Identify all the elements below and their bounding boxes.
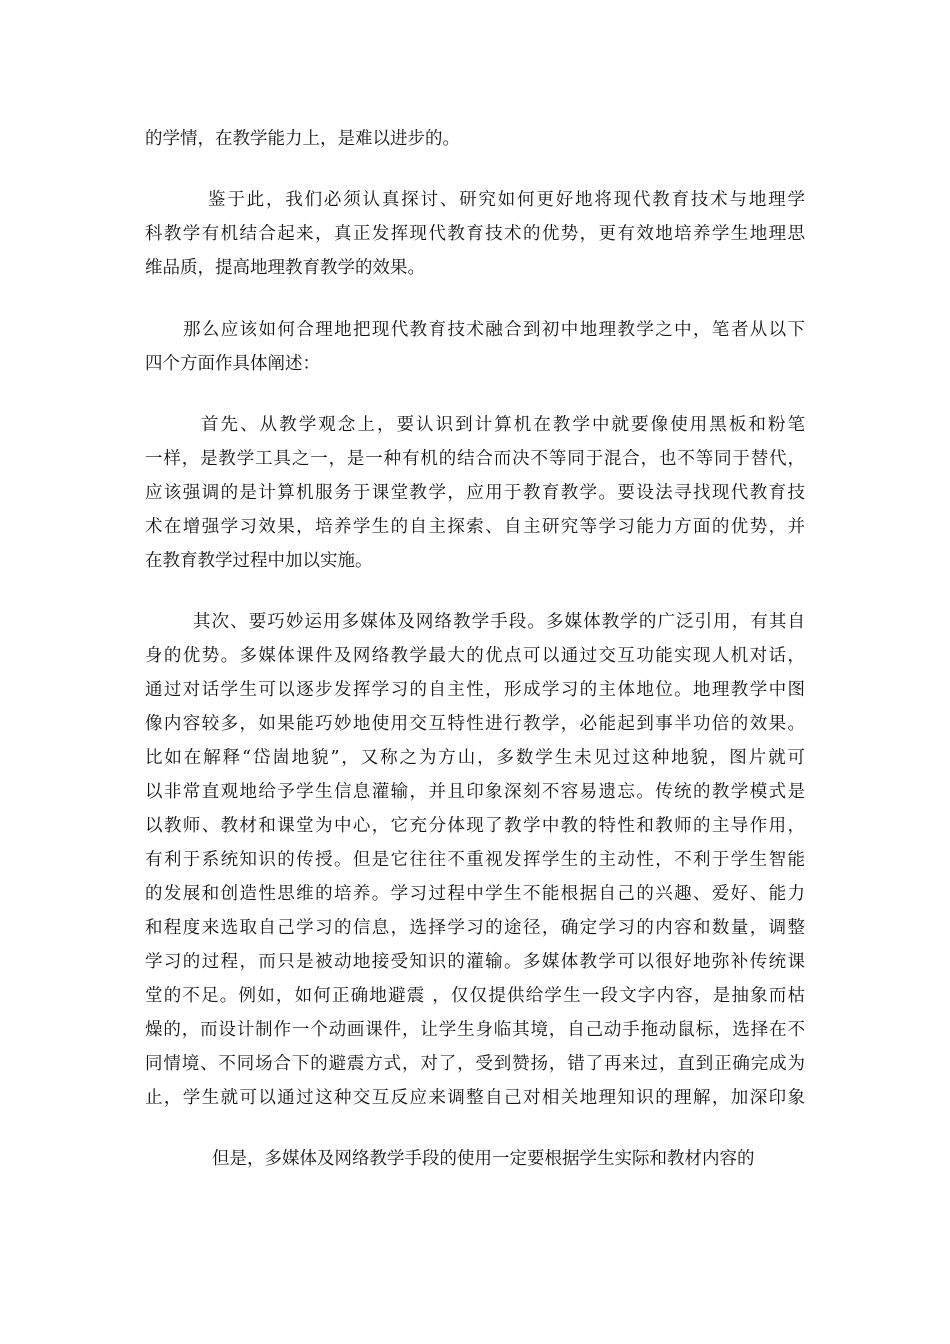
text-line: 的学情，在教学能力上，是难以进步的。 — [145, 129, 460, 149]
text-line: 的发展和创造性思维的培养。学习过程中学生不能根据自己的兴趣、爱好、能力 — [145, 884, 805, 904]
text-line: 和程度来选取自己学习的信息，选择学习的途径，确定学习的内容和数量，调整 — [145, 918, 805, 938]
text-line: 一样，是教学工具之一，是一种有机的结合而决不等同于混合，也不等同于替代， — [145, 449, 805, 469]
text-line: 燥的，而设计制作一个动画课件，让学生身临其境，自己动手拖动鼠标，选择在不 — [145, 1020, 805, 1040]
text-line: 学习的过程，而只是被动地接受知识的灌输。多媒体教学可以很好地弥补传统课 — [145, 952, 805, 972]
text-line: 身的优势。多媒体课件及网络教学最大的优点可以通过交互功能实现人机对话， — [145, 646, 805, 666]
text-line: 其次、要巧妙运用多媒体及网络教学手段。多媒体教学的广泛引用，有其自 — [193, 612, 805, 632]
text-line: 首先、从教学观念上，要认识到计算机在教学中就要像使用黑板和粉笔 — [201, 415, 805, 435]
text-line: 在教育教学过程中加以实施。 — [145, 551, 373, 571]
text-line: 堂的不足。例如，如何正确地避震 ，仅仅提供给学生一段文字内容，是抽象而枯 — [145, 986, 805, 1006]
text-line: 止，学生就可以通过这种交互反应来调整自己对相关地理知识的理解，加深印象 — [145, 1088, 805, 1108]
text-line: 以非常直观地给予学生信息灌输，并且印象深刻不容易遗忘。传统的教学模式是 — [145, 782, 805, 802]
text-line: 应该强调的是计算机服务于课堂教学，应用于教育教学。要设法寻找现代教育技 — [145, 483, 805, 503]
text-line: 维品质，提高地理教育教学的效果。 — [145, 258, 425, 278]
text-line: 同情境、不同场合下的避震方式，对了，受到赞扬，错了再来过，直到正确完成为 — [145, 1054, 805, 1074]
text-line: 那么应该如何合理地把现代教育技术融合到初中地理教学之中，笔者从以下 — [183, 320, 805, 340]
text-line: 通过对话学生可以逐步发挥学习的自主性，形成学习的主体地位。地理教学中图 — [145, 680, 805, 700]
text-line: 术在增强学习效果，培养学生的自主探索、自主研究等学习能力方面的优势，并 — [145, 517, 805, 537]
text-line: 但是，多媒体及网络教学手段的使用一定要根据学生实际和教材内容的 — [212, 1149, 755, 1169]
text-line: 有利于系统知识的传授。但是它往往不重视发挥学生的主动性，不利于学生智能 — [145, 850, 805, 870]
text-line: 以教师、教材和课堂为中心，它充分体现了教学中教的特性和教师的主导作用， — [145, 816, 805, 836]
text-line: 像内容较多，如果能巧妙地使用交互特性进行教学，必能起到事半功倍的效果。 — [145, 714, 805, 734]
text-line: 比如在解释“岱崮地貌”，又称之为方山，多数学生未见过这种地貌，图片就可 — [145, 748, 805, 768]
text-line: 鉴于此，我们必须认真探讨、研究如何更好地将现代教育技术与地理学 — [208, 190, 805, 210]
text-line: 科教学有机结合起来，真正发挥现代教育技术的优势，更有效地培养学生地理思 — [145, 224, 805, 244]
text-line: 四个方面作具体阐述： — [145, 354, 320, 374]
